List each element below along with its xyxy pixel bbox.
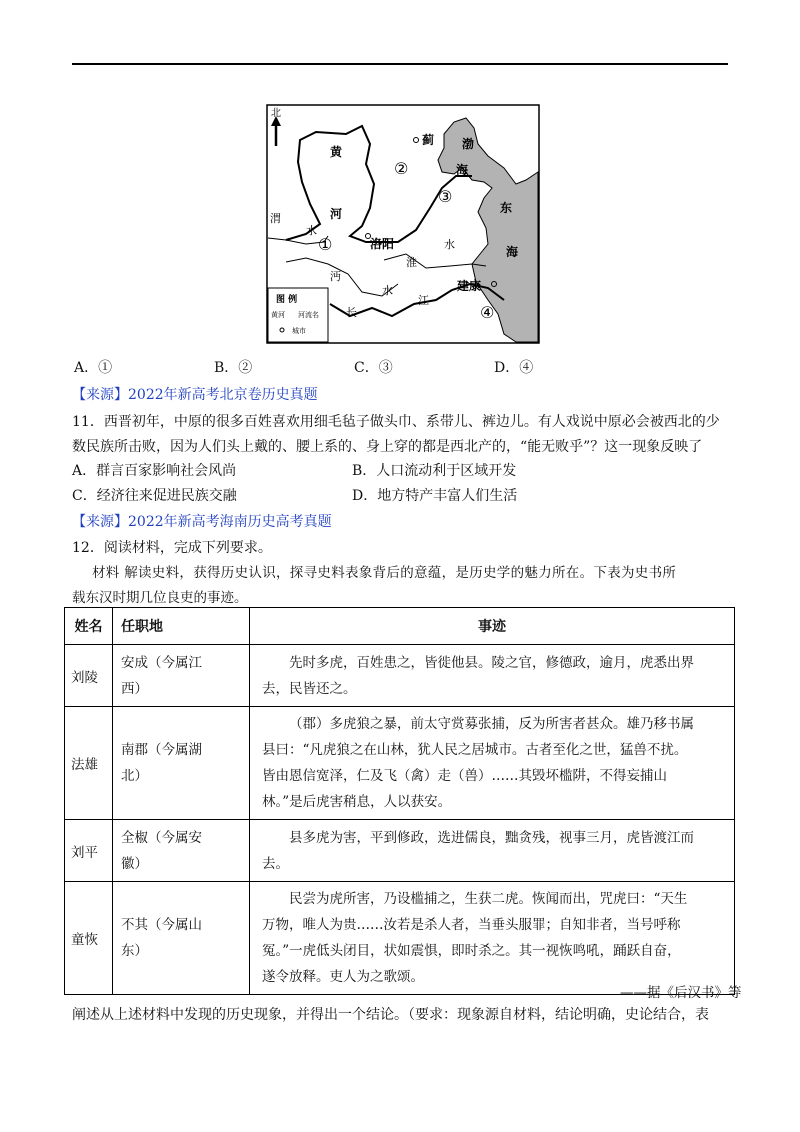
label-bo: 渤 [462, 137, 475, 151]
deed-line: 遂令放释。吏人为之歌颂。 [262, 969, 424, 985]
place-line: 南郡（今属湖 [121, 742, 202, 758]
label-huai: 淮 [406, 256, 417, 269]
source-note-hainan: 【来源】2022年新高考海南历史高考真题 [72, 514, 332, 530]
q10-options [72, 357, 728, 379]
cell-name: 法雄 [65, 707, 113, 820]
marker-2: ② [394, 159, 409, 178]
deed-line: 皆由恩信宽泽，仁及飞（禽）走（兽）……其毁坏槛阱，不得妄捕山 [262, 768, 667, 784]
deed-line: 先时多虎，百姓患之，皆徙他县。陵之官，修德政，逾月，虎悉出界 [289, 654, 694, 671]
top-rule [72, 63, 728, 65]
label-wei: 渭 [270, 212, 281, 225]
q12-material-line2: 载东汉时期几位良吏的事迹。 [72, 590, 248, 606]
q11-option-d[interactable]: D．地方特产丰富人们生活 [352, 488, 518, 504]
north-label: 北 [271, 108, 281, 119]
label-he: 河 [330, 207, 343, 221]
place-line: 东） [121, 943, 148, 959]
header-name: 姓名 [65, 608, 113, 645]
label-jiang: 江 [418, 294, 429, 307]
deed-line: 去，民皆还之。 [262, 680, 357, 697]
label-chang: 长 [346, 306, 357, 319]
deed-line: 万物，唯人为贵……汝若是杀人者，当垂头服罪；自知非者，当号呼称 [262, 917, 681, 933]
q11-option-a[interactable]: A．群言百家影响社会风尚 [72, 463, 237, 479]
label-huang: 黄 [330, 145, 343, 159]
table-row [65, 882, 735, 995]
label-dong: 东 [500, 201, 513, 215]
label-hai1: 海 [456, 163, 469, 177]
deed-line: （郡）多虎狼之暴，前太守赏募张捕，反为所害者甚众。雄乃移书属 [289, 716, 694, 732]
deed-line: 林。”是后虎害稍息，人以获安。 [262, 794, 452, 810]
source-note-beijing: 【来源】2022年新高考北京卷历史真题 [72, 387, 318, 403]
cell-place [113, 707, 250, 820]
label-mian: 沔 [330, 270, 341, 283]
cell-deed [250, 707, 735, 820]
table-row [65, 707, 735, 820]
q11-stem-line2: 数民族所击败，因为人们头上戴的、腰上系的、身上穿的都是西北产的，“能无败乎”？这一现象反映了 [72, 439, 703, 455]
deed-line: 民尝为虎所害，乃设槛捕之，生获二虎。恢闻而出，咒虎曰：“天生 [289, 891, 688, 907]
marker-4: ④ [480, 303, 495, 322]
legend-river-label: 河流名 [298, 311, 319, 319]
place-line: 安成（今属江 [121, 654, 202, 671]
q11-stem-line1: 11．西晋初年，中原的很多百姓喜欢用细毛毡子做头巾、系带儿、裤边儿。有人戏说中原必会被西北的少 [72, 414, 720, 430]
label-jiankang: 建康 [457, 279, 482, 293]
cell-place [113, 882, 250, 995]
label-luoyang: 洛阳 [370, 237, 395, 251]
q12-material-line1: 材料 解读史料，获得历史认识，探寻史料表象背后的意蕴，是历史学的魅力所在。下表为史书所 [92, 565, 677, 581]
marker-3: ③ [438, 187, 453, 206]
legend-river-sample: 黄河 [271, 311, 285, 319]
cell-place [113, 645, 250, 707]
place-line: 北） [121, 768, 148, 784]
deed-line: 县曰：“凡虎狼之在山林，犹人民之居城市。古者至化之世，猛兽不扰。 [262, 742, 688, 758]
q10-option-c[interactable]: C．③ [354, 360, 393, 376]
label-shui2: 水 [444, 238, 455, 251]
deed-line: 去。 [262, 855, 289, 872]
table-row [65, 820, 735, 882]
table-header-row [65, 608, 735, 645]
header-deed: 事迹 [250, 608, 735, 645]
label-shui1: 水 [306, 224, 317, 237]
q11-option-b[interactable]: B．人口流动利于区域开发 [352, 463, 517, 479]
q12-task: 阐述从上述材料中发现的历史现象，并得出一个结论。（要求：现象源自材料，结论明确，史论结合，表 [72, 1007, 709, 1023]
deed-line: 县多虎为害，平到修政，选进儒良，黜贪残，视事三月，虎皆渡江而 [289, 829, 694, 846]
legend-city-label: 城市 [292, 327, 306, 335]
place-line: 徽） [121, 855, 148, 872]
q10-option-b[interactable]: B．② [214, 360, 253, 376]
cell-name: 童恢 [65, 882, 113, 995]
cell-name: 刘平 [65, 820, 113, 882]
label-shui3: 水 [382, 284, 393, 297]
q10-option-a[interactable]: A．① [74, 360, 113, 376]
header-place: 任职地 [113, 608, 250, 645]
officials-table [64, 607, 735, 995]
legend-title: 图 例 [276, 295, 298, 305]
cell-deed [250, 645, 735, 707]
place-line: 不其（今属山 [121, 917, 202, 933]
deed-line: 冤。”一虎低头闭目，状如震惧，即时杀之。其一视恢鸣吼，踊跃自奋， [262, 943, 681, 959]
q11-option-c[interactable]: C．经济往来促进民族交融 [72, 488, 237, 504]
place-line: 西） [121, 680, 148, 697]
marker-1: ① [318, 235, 333, 254]
label-ji: 蓟 [422, 133, 435, 147]
history-map [266, 104, 540, 344]
citation: ——据《后汉书》等 [620, 985, 742, 1001]
cell-name: 刘陵 [65, 645, 113, 707]
cell-deed [250, 820, 735, 882]
cell-place [113, 820, 250, 882]
place-line: 全椒（今属安 [121, 829, 202, 846]
table-row [65, 645, 735, 707]
label-hai2: 海 [506, 245, 519, 259]
q12-stem: 12．阅读材料，完成下列要求。 [72, 540, 272, 556]
cell-deed [250, 882, 735, 995]
q10-option-d[interactable]: D．④ [494, 360, 534, 376]
